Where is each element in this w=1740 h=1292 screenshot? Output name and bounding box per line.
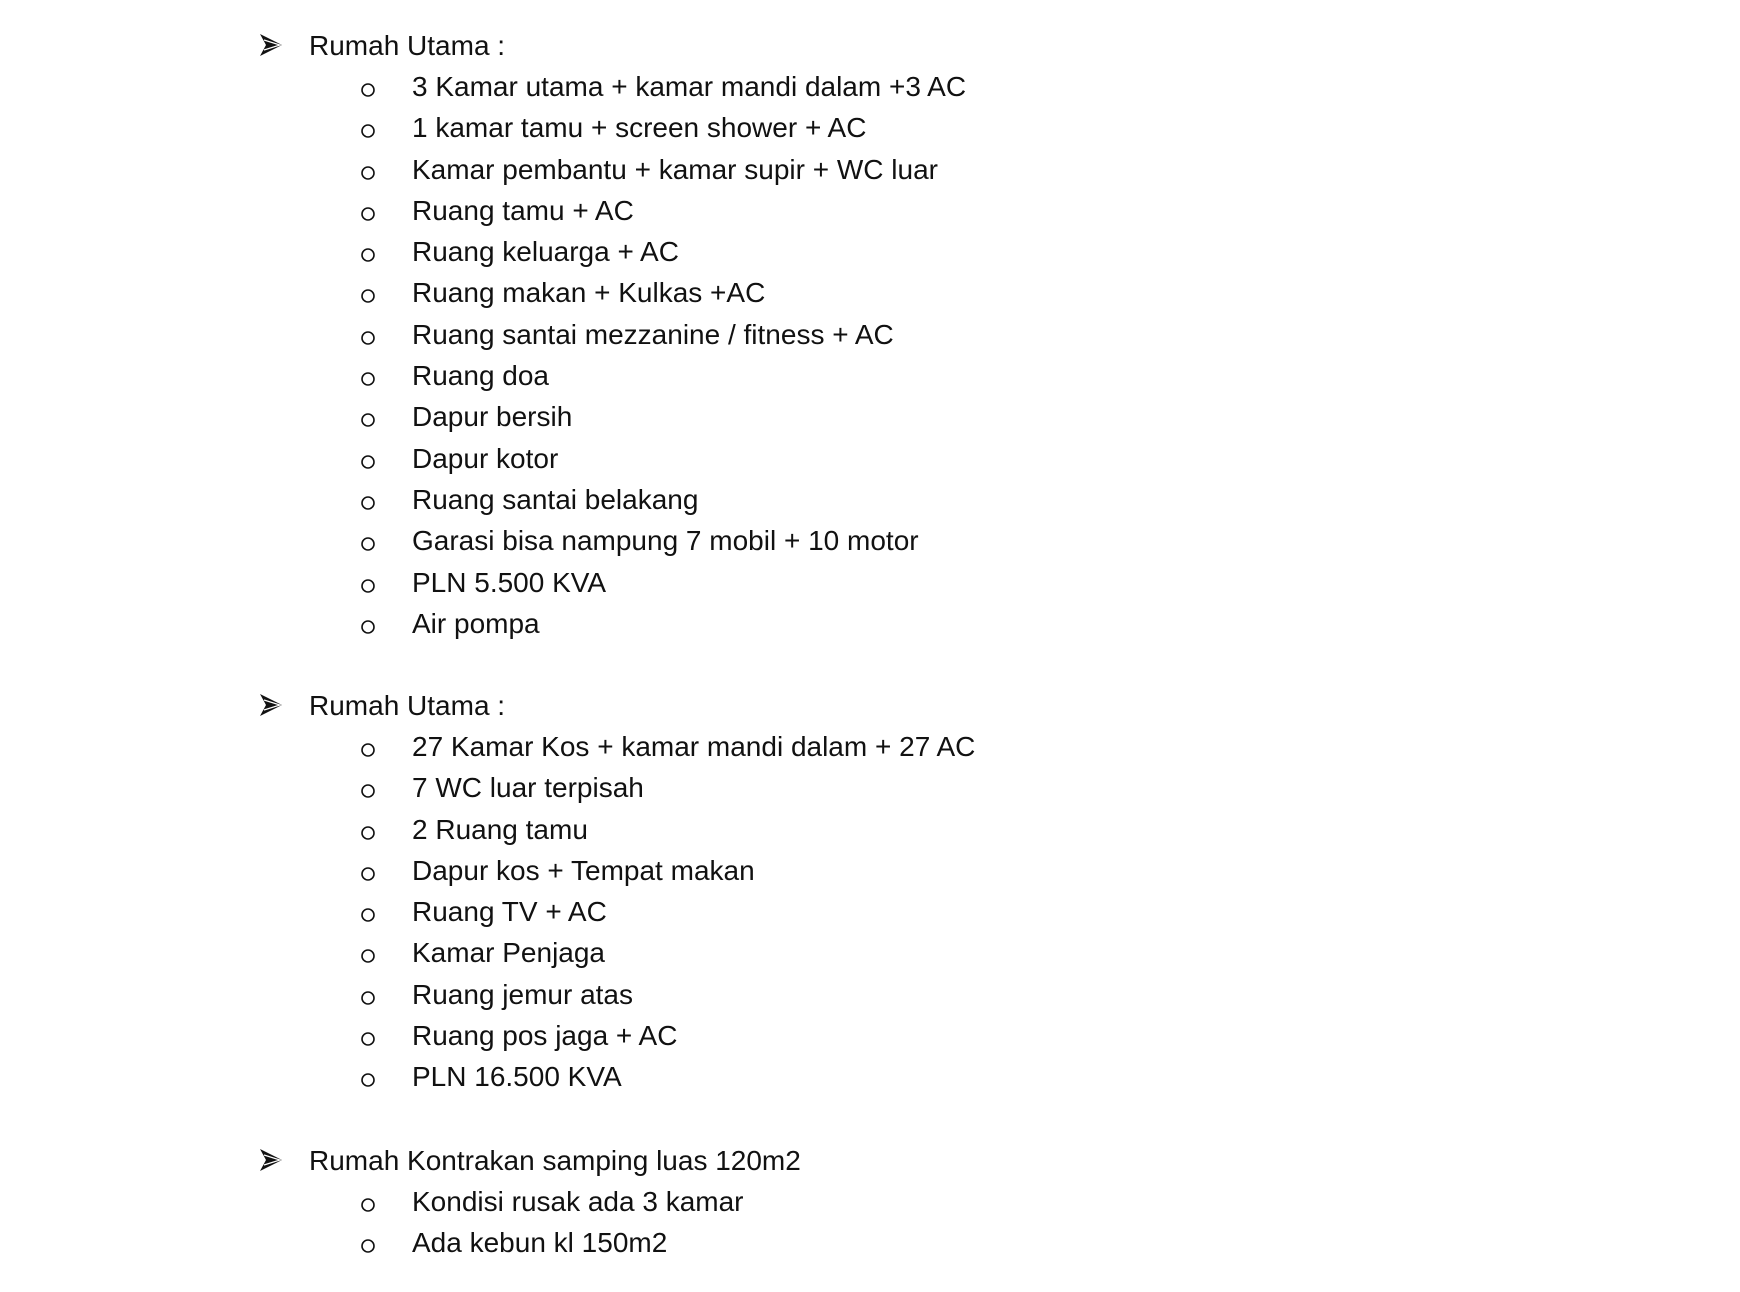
list-item-text: Ruang TV + AC xyxy=(412,896,607,928)
list-item xyxy=(0,441,1740,482)
list-item xyxy=(0,729,1740,770)
list-item xyxy=(0,1184,1740,1225)
list-item-text: Air pompa xyxy=(412,607,540,639)
list-item-text: Kamar pembantu + kamar supir + WC luar xyxy=(412,153,938,185)
arrowhead-bullet-icon xyxy=(258,692,284,718)
list-item xyxy=(0,399,1740,440)
hollow-circle-bullet-icon xyxy=(360,247,376,263)
list-item xyxy=(0,69,1740,110)
section-item-list xyxy=(0,69,1740,647)
section-title: Rumah Utama : xyxy=(309,690,506,721)
list-item xyxy=(0,977,1740,1018)
list-item xyxy=(0,317,1740,358)
hollow-circle-bullet-icon xyxy=(360,330,376,346)
list-item xyxy=(0,110,1740,151)
list-item xyxy=(0,482,1740,523)
hollow-circle-bullet-icon xyxy=(360,206,376,222)
list-item-text: 27 Kamar Kos + kamar mandi dalam + 27 AC xyxy=(412,731,976,762)
hollow-circle-bullet-icon xyxy=(360,1031,376,1047)
list-section-3 xyxy=(0,1143,1740,1267)
list-item-text: Dapur bersih xyxy=(412,401,573,433)
list-item xyxy=(0,1059,1740,1100)
list-item-text: Ruang pos jaga + AC xyxy=(412,1020,678,1052)
list-item-text: PLN 5.500 KVA xyxy=(412,566,607,598)
list-item-text: 3 Kamar utama + kamar mandi dalam +3 AC xyxy=(412,71,967,102)
hollow-circle-bullet-icon xyxy=(360,536,376,552)
hollow-circle-bullet-icon xyxy=(360,123,376,139)
hollow-circle-bullet-icon xyxy=(360,825,376,841)
hollow-circle-bullet-icon xyxy=(360,948,376,964)
list-item-text: Ruang santai belakang xyxy=(412,483,699,515)
list-item xyxy=(0,770,1740,811)
list-item-text: Garasi bisa nampung 7 mobil + 10 motor xyxy=(412,525,919,557)
list-item-text: Ada kebun kl 150m2 xyxy=(412,1227,668,1259)
section-item-list xyxy=(0,1184,1740,1267)
list-item xyxy=(0,358,1740,399)
hollow-circle-bullet-icon xyxy=(360,412,376,428)
hollow-circle-bullet-icon xyxy=(360,82,376,98)
list-item-text: Kondisi rusak ada 3 kamar xyxy=(412,1186,744,1217)
hollow-circle-bullet-icon xyxy=(360,454,376,470)
list-item-text: 1 kamar tamu + screen shower + AC xyxy=(412,112,867,144)
list-item xyxy=(0,853,1740,894)
hollow-circle-bullet-icon xyxy=(360,578,376,594)
section-heading xyxy=(0,1143,1740,1184)
list-item xyxy=(0,812,1740,853)
list-item xyxy=(0,935,1740,976)
list-item xyxy=(0,152,1740,193)
list-item-text: Ruang doa xyxy=(412,360,550,392)
list-item xyxy=(0,523,1740,564)
section-heading xyxy=(0,28,1740,69)
list-item xyxy=(0,193,1740,234)
list-item-text: Kamar Penjaga xyxy=(412,937,606,969)
list-item-text: 2 Ruang tamu xyxy=(412,813,588,845)
list-item xyxy=(0,606,1740,647)
hollow-circle-bullet-icon xyxy=(360,165,376,181)
list-item xyxy=(0,565,1740,606)
list-section-2 xyxy=(0,688,1740,1101)
hollow-circle-bullet-icon xyxy=(360,742,376,758)
hollow-circle-bullet-icon xyxy=(360,495,376,511)
section-heading xyxy=(0,688,1740,729)
hollow-circle-bullet-icon xyxy=(360,866,376,882)
list-item-text: Ruang makan + Kulkas +AC xyxy=(412,277,766,309)
hollow-circle-bullet-icon xyxy=(360,371,376,387)
hollow-circle-bullet-icon xyxy=(360,1197,376,1213)
hollow-circle-bullet-icon xyxy=(360,907,376,923)
list-item-text: Ruang keluarga + AC xyxy=(412,236,679,268)
list-item-text: 7 WC luar terpisah xyxy=(412,772,644,804)
section-item-list xyxy=(0,729,1740,1101)
list-item-text: PLN 16.500 KVA xyxy=(412,1061,622,1093)
hollow-circle-bullet-icon xyxy=(360,1238,376,1254)
list-section-1 xyxy=(0,28,1740,647)
list-item-text: Dapur kos + Tempat makan xyxy=(412,854,755,886)
hollow-circle-bullet-icon xyxy=(360,619,376,635)
list-item-text: Ruang tamu + AC xyxy=(412,194,634,226)
list-item-text: Ruang santai mezzanine / fitness + AC xyxy=(412,318,894,350)
list-item-text: Dapur kotor xyxy=(412,442,559,474)
section-title: Rumah Utama : xyxy=(309,30,506,61)
list-item xyxy=(0,894,1740,935)
list-item xyxy=(0,1018,1740,1059)
list-item xyxy=(0,1225,1740,1266)
arrowhead-bullet-icon xyxy=(258,32,284,58)
section-title: Rumah Kontrakan samping luas 120m2 xyxy=(309,1145,801,1176)
arrowhead-bullet-icon xyxy=(258,1147,284,1173)
hollow-circle-bullet-icon xyxy=(360,288,376,304)
hollow-circle-bullet-icon xyxy=(360,1072,376,1088)
hollow-circle-bullet-icon xyxy=(360,990,376,1006)
list-item xyxy=(0,275,1740,316)
hollow-circle-bullet-icon xyxy=(360,783,376,799)
list-item-text: Ruang jemur atas xyxy=(412,978,634,1010)
list-item xyxy=(0,234,1740,275)
